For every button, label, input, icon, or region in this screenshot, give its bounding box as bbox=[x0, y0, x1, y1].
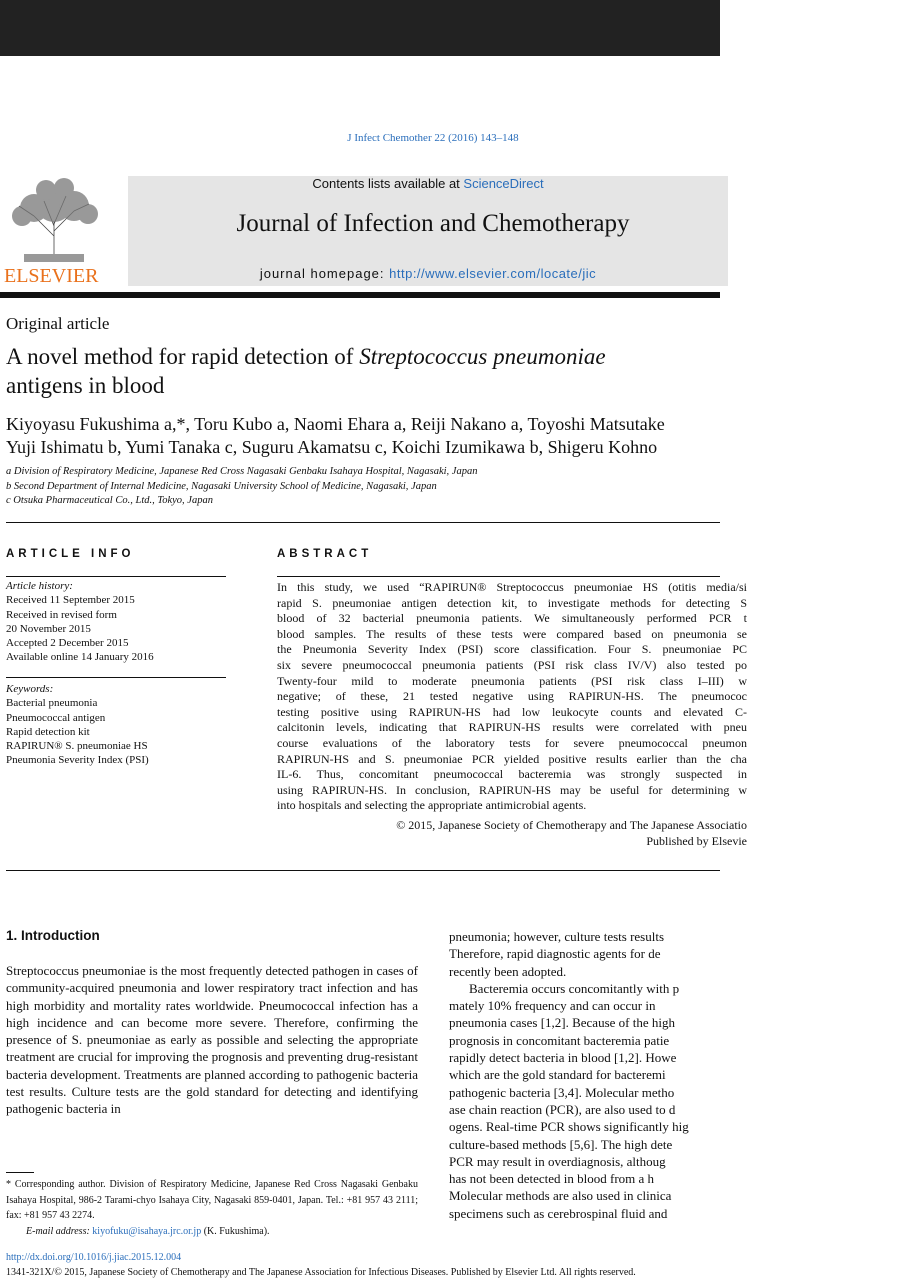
doi-link[interactable]: http://dx.doi.org/10.1016/j.jiac.2015.12.004 bbox=[6, 1252, 182, 1263]
title-part1: A novel method for rapid detection of bbox=[6, 344, 360, 369]
history-item: Received 11 September 2015 bbox=[6, 594, 135, 607]
email-link[interactable]: kiyofuku@isahaya.jrc.or.jp bbox=[92, 1225, 202, 1237]
history-item: Available online 14 January 2016 bbox=[6, 651, 154, 664]
abstract-line: using RAPIRUN-HS. In conclusion, RAPIRUN-HS may be useful for determining w bbox=[277, 782, 747, 797]
keyword-item: Rapid detection kit bbox=[6, 725, 90, 738]
homepage-line bbox=[128, 266, 728, 281]
abstract-line: In this study, we used “RAPIRUN® Streptococcus pneumoniae HS (otitis media/si bbox=[277, 580, 747, 594]
history-label: Article history: bbox=[6, 580, 73, 592]
affiliation-b: b Second Department of Internal Medicine, Nagasaki University School of Medicine, Nagasaki, Japan bbox=[6, 480, 437, 492]
abstract-line: rapid S. pneumoniae antigen detection kit, to investigate methods for detecting S bbox=[277, 595, 747, 610]
keyword-item: Pneumococcal antigen bbox=[6, 711, 106, 724]
history-item: 20 November 2015 bbox=[6, 622, 91, 635]
abstract-line: testing positive using RAPIRUN-HS had low leukocyte counts and elevated C- bbox=[277, 704, 747, 719]
divider bbox=[6, 870, 720, 871]
abstract-line: blood of 32 bacterial pneumonia patients. We simultaneously performed PCR t bbox=[277, 611, 747, 626]
body-line: ogens. Real-time PCR shows significantly hig bbox=[449, 1119, 689, 1135]
article-type: Original article bbox=[6, 314, 110, 333]
divider bbox=[6, 677, 226, 678]
introduction-paragraph: Streptococcus pneumoniae is the most frequently detected pathogen in cases of community-acquired pneumonia and lower respiratory tract infection and has high morbidity and mortality rates worldwide. Pneumococcal infection has a high incidence and can become more severe. Therefore, confirming the presence of S. pneumoniae as early as possible and selecting the appropriate treatment are crucial for improving the prognosis and preventing drug-resistant bacteria development. Treatments are planned according to pathogenic bacteria test results. Culture tests are the gold standard for detecting and identifying pathogenic bacteria in bbox=[6, 963, 418, 1117]
header-divider bbox=[0, 292, 720, 298]
abstract-line: the Pneumonia Severity Index (PSI) score classification. Four S. pneumoniae PC bbox=[277, 642, 747, 657]
body-line: ase chain reaction (PCR), are also used to d bbox=[449, 1101, 676, 1117]
section-heading-introduction: 1. Introduction bbox=[6, 928, 100, 943]
footnote-divider bbox=[6, 1172, 34, 1173]
homepage-prefix: journal homepage: bbox=[259, 266, 390, 281]
authors-line-2: Yuji Ishimatu b, Yumi Tanaka c, Suguru Akamatsu c, Koichi Izumikawa b, Shigeru Kohno bbox=[6, 437, 658, 457]
divider bbox=[6, 522, 720, 523]
top-dark-bar bbox=[0, 0, 720, 56]
abstract-line: IL-6. Thus, concomitant pneumococcal bacteremia was strongly suspected in bbox=[277, 767, 747, 782]
article-history bbox=[6, 579, 226, 665]
body-line: Molecular methods are also used in clinica bbox=[449, 1188, 672, 1204]
abstract-line: calcitonin levels, indicating that RAPIRUN-HS results were correlated with pneu bbox=[277, 720, 747, 735]
svg-text:ELSEVIER: ELSEVIER bbox=[4, 265, 99, 287]
abstract-text bbox=[277, 580, 747, 814]
footnote-email-line bbox=[6, 1224, 418, 1240]
body-line: pneumonia cases [1,2]. Because of the high bbox=[449, 1015, 675, 1031]
history-item: Accepted 2 December 2015 bbox=[6, 637, 129, 650]
title-italic: Streptococcus pneumoniae bbox=[359, 344, 606, 369]
body-line: mately 10% frequency and can occur in bbox=[449, 998, 656, 1014]
contents-line bbox=[128, 176, 728, 191]
body-line: specimens such as cerebrospinal fluid and bbox=[449, 1205, 668, 1221]
affiliation-a: a Division of Respiratory Medicine, Japanese Red Cross Nagasaki Genbaku Isahaya Hospital, Nagasaki, Japan bbox=[6, 466, 478, 477]
elsevier-logo bbox=[4, 176, 104, 286]
article-info-heading: ARTICLE INFO bbox=[6, 548, 135, 560]
affiliation-c: c Otsuka Pharmaceutical Co., Ltd., Tokyo, Japan bbox=[6, 495, 213, 506]
abstract-line: RAPIRUN-HS and S. pneumoniae PCR yielded positive results earlier than the cha bbox=[277, 751, 747, 766]
body-line: pathogenic bacteria [3,4]. Molecular metho bbox=[449, 1084, 675, 1100]
title-part2: antigens in blood bbox=[6, 373, 165, 398]
body-line: Bacteremia occurs concomitantly with p bbox=[469, 980, 680, 996]
corresponding-author-footnote bbox=[6, 1177, 418, 1239]
published-by: Published by Elsevie bbox=[646, 833, 747, 848]
keyword-item: RAPIRUN® S. pneumoniae HS bbox=[6, 740, 148, 753]
journal-citation[interactable]: J Infect Chemother 22 (2016) 143–148 bbox=[347, 132, 519, 144]
body-line: Therefore, rapid diagnostic agents for de bbox=[449, 946, 661, 962]
homepage-link[interactable]: http://www.elsevier.com/locate/jic bbox=[389, 266, 597, 281]
author-list bbox=[6, 413, 906, 459]
abstract-line: course evaluations of the laboratory tests for severe pneumococcal pneumon bbox=[277, 735, 747, 750]
footnote-text: * Corresponding author. Division of Respiratory Medicine, Japanese Red Cross Nagasaki Genbaku Isahaya Hospital, 986-2 Tarami-chyo Isahaya City, Nagasaki 859-0401, Japan. Tel.: +81 957 43 2111; fax: +81 957 43 2274. bbox=[6, 1179, 418, 1221]
abstract-heading: ABSTRACT bbox=[277, 548, 373, 560]
abstract-line: blood samples. The results of these tests were compared based on pneumonia se bbox=[277, 626, 747, 641]
keywords-label: Keywords: bbox=[6, 683, 54, 695]
journal-title: Journal of Infection and Chemotherapy bbox=[236, 210, 630, 237]
keyword-item: Pneumonia Severity Index (PSI) bbox=[6, 754, 149, 767]
copyright-line: © 2015, Japanese Society of Chemotherapy and The Japanese Associatio bbox=[396, 818, 747, 832]
abstract-line: Twenty-four mild to moderate pneumonia patients (PSI risk class I–III) w bbox=[277, 673, 747, 688]
body-line: has not been detected in blood from a h bbox=[449, 1171, 655, 1187]
authors-line-1: Kiyoyasu Fukushima a,*, Toru Kubo a, Naomi Ehara a, Reiji Nakano a, Toyoshi Matsutake bbox=[6, 414, 665, 434]
body-line: PCR may result in overdiagnosis, althoug bbox=[449, 1153, 666, 1169]
article-title bbox=[6, 342, 766, 400]
history-item: Received in revised form bbox=[6, 608, 117, 621]
email-label: E-mail address: bbox=[26, 1225, 93, 1237]
sciencedirect-link[interactable]: ScienceDirect bbox=[463, 176, 544, 191]
contents-prefix: Contents lists available at bbox=[312, 176, 464, 191]
introduction-right-column bbox=[449, 928, 749, 1222]
body-line: prognosis in concomitant bacteremia patie bbox=[449, 1032, 670, 1048]
keywords bbox=[6, 682, 226, 768]
abstract-line: negative; of these, 21 tested negative using RAPIRUN-HS. The pneumococ bbox=[277, 689, 747, 704]
issn-copyright: 1341-321X/© 2015, Japanese Society of Chemotherapy and The Japanese Association for Infectious Diseases. Published by Elsevier Ltd. All rights reserved. bbox=[6, 1267, 636, 1278]
affiliations bbox=[6, 465, 766, 509]
body-line: culture-based methods [5,6]. The high dete bbox=[449, 1136, 673, 1152]
body-line: which are the gold standard for bacteremi bbox=[449, 1067, 666, 1083]
body-line: recently been adopted. bbox=[449, 963, 567, 979]
email-suffix: (K. Fukushima). bbox=[201, 1225, 270, 1237]
abstract-line: into hospitals and selecting the appropriate antimicrobial agents. bbox=[277, 798, 587, 813]
divider bbox=[6, 576, 226, 577]
abstract-copyright bbox=[277, 818, 747, 849]
divider bbox=[277, 576, 720, 577]
body-line: pneumonia; however, culture tests results bbox=[449, 929, 665, 944]
body-line: rapidly detect bacteria in blood [1,2]. Howe bbox=[449, 1050, 677, 1066]
keyword-item: Bacterial pneumonia bbox=[6, 697, 98, 710]
abstract-line: six severe pneumococcal pneumonia patients (PSI risk class IV/V) also tested po bbox=[277, 657, 747, 672]
